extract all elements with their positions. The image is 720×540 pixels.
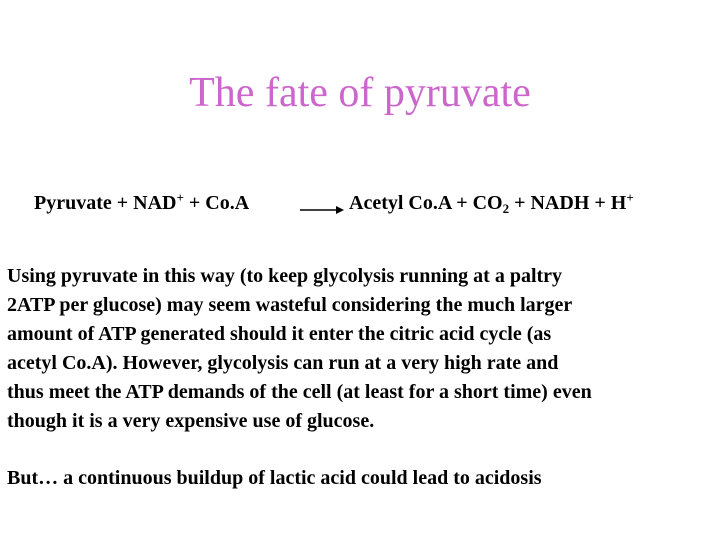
conclusion-text: But… a continuous buildup of lactic acid could lead to acidosis	[7, 467, 542, 489]
reactants-text-2: + Co.A	[183, 192, 250, 214]
products-text-2: + NADH + H	[509, 192, 627, 214]
explanation-paragraph: Using pyruvate in this way (to keep glycolysis running at a paltry 2ATP per glucose) may seem wasteful considering the much larger amount of ATP generated should it enter the citric acid cycle (as acetyl Co.A). However, glycolysis can run at a very high rate and thus meet the ATP demands of the cell (at least for a short time) even though it is a very expensive use of glucose.	[7, 265, 592, 432]
co2-subscript: 2	[502, 201, 510, 216]
nad-charge-superscript: +	[176, 190, 184, 205]
h-charge-superscript: +	[626, 190, 634, 205]
slide-title: The fate of pyruvate	[189, 70, 531, 116]
products-text-1: Acetyl Co.A + CO	[349, 192, 503, 214]
right-arrow-icon	[300, 204, 344, 216]
reactants-text-1: Pyruvate + NAD	[34, 192, 177, 214]
equation-reactants	[34, 191, 249, 215]
equation-products	[349, 191, 634, 215]
